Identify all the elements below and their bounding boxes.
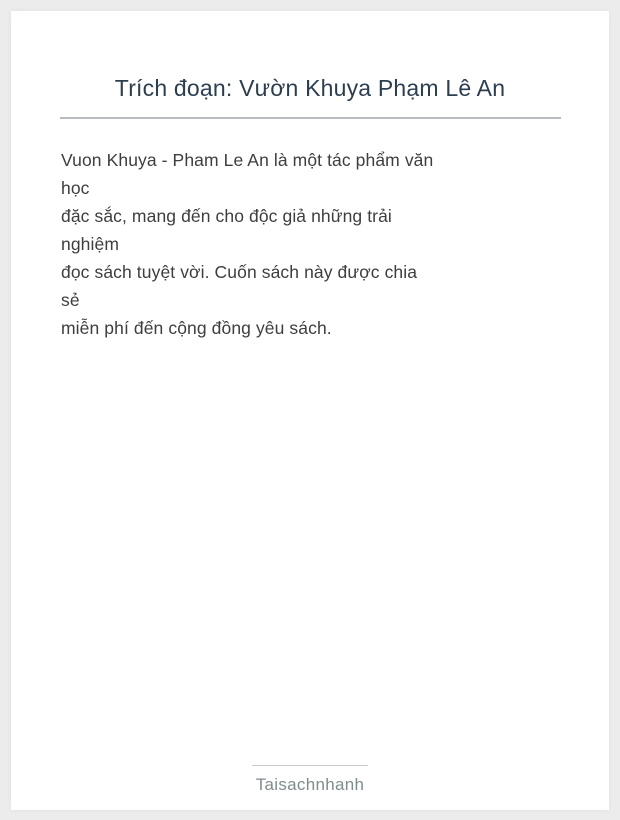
page-footer — [11, 765, 609, 795]
excerpt-line: Vuon Khuya - Pham Le An là một tác phẩm văn — [61, 149, 434, 170]
excerpt-line: miễn phí đến cộng đồng yêu sách. — [61, 317, 332, 338]
footer-divider — [252, 765, 368, 766]
page-title: Trích đoạn: Vườn Khuya Phạm Lê An — [114, 75, 506, 101]
excerpt-body — [61, 146, 561, 342]
excerpt-line: nghiệm — [61, 233, 119, 254]
excerpt-line: đặc sắc, mang đến cho độc giả những trải — [61, 205, 392, 226]
excerpt-line: học — [61, 177, 90, 198]
document-page — [11, 11, 609, 810]
title-divider — [60, 117, 561, 119]
footer-brand: Taisachnhanh — [255, 775, 365, 794]
excerpt-line: sẻ — [61, 289, 80, 310]
excerpt-line: đọc sách tuyệt vời. Cuốn sách này được chia — [61, 261, 418, 282]
